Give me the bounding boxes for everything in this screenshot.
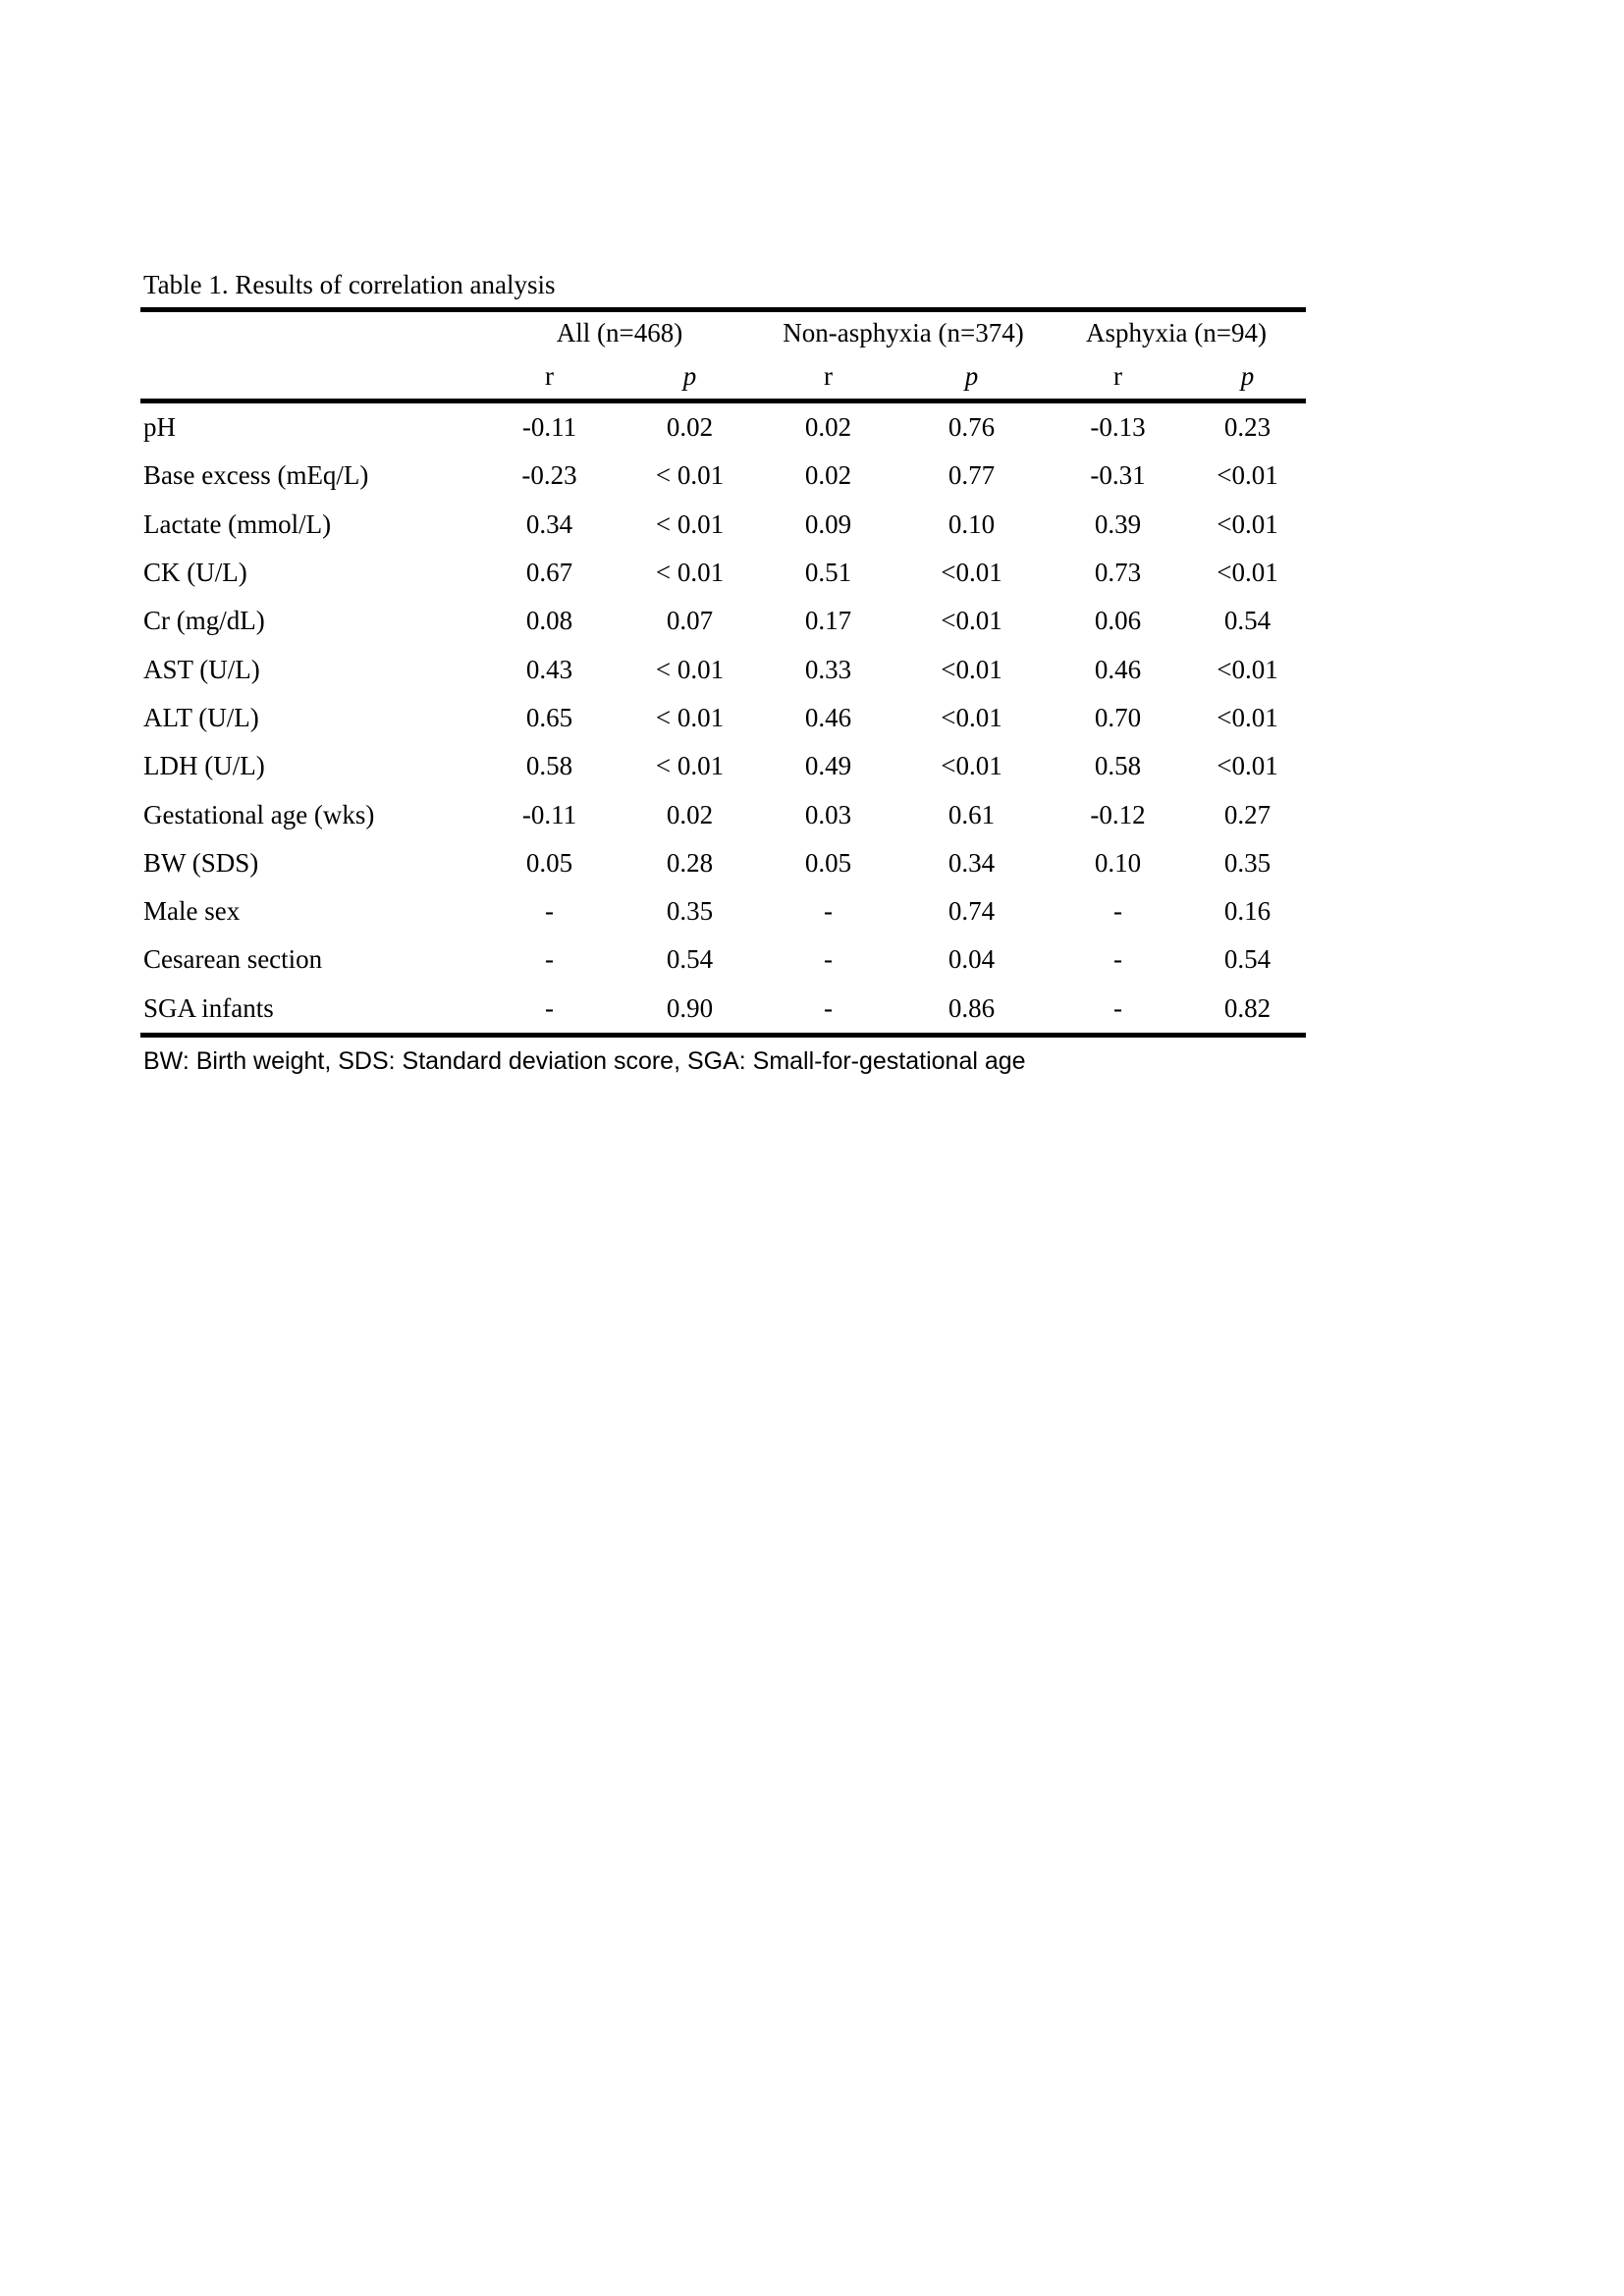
row-label: SGA infants [140, 985, 479, 1036]
subheader-p: p [1189, 353, 1306, 401]
table-row [140, 501, 1306, 549]
cell-asphyxia-r: - [1113, 944, 1122, 975]
subheader-empty-cell [140, 353, 479, 401]
cell-asphyxia-p: 0.35 [1223, 847, 1272, 878]
cell-asphyxia-p: <0.01 [1217, 558, 1278, 588]
table-row [140, 645, 1306, 693]
cell-all-r: 0.08 [525, 606, 573, 636]
table-row [140, 452, 1306, 500]
cell-asphyxia-r: 0.10 [1094, 847, 1142, 878]
table-row [140, 597, 1306, 645]
row-label: Male sex [143, 896, 241, 927]
cell-non-asphyxia-r: 0.09 [804, 508, 852, 539]
cell-asphyxia-p: 0.16 [1223, 896, 1272, 927]
cell-non-asphyxia-p: <0.01 [941, 702, 1002, 732]
cell-asphyxia-r: 0.58 [1094, 751, 1142, 781]
cell-asphyxia-p: 0.27 [1223, 799, 1272, 829]
cell-non-asphyxia-p: 0.61 [947, 799, 996, 829]
cell-asphyxia-r: 0.39 [1094, 508, 1142, 539]
cell-all-p: < 0.01 [655, 460, 725, 491]
cell-asphyxia-r: 0.06 [1094, 606, 1142, 636]
group-header-row [140, 310, 1306, 354]
cell-asphyxia-p: 0.82 [1189, 985, 1306, 1036]
cell-non-asphyxia-r: 0.51 [804, 558, 852, 588]
row-label: AST (U/L) [143, 654, 260, 684]
table-footnote: BW: Birth weight, SDS: Standard deviation score, SGA: Small-for-gestational age [143, 1047, 1026, 1075]
cell-all-p: < 0.01 [655, 654, 725, 684]
cell-non-asphyxia-r: - [824, 896, 833, 927]
table-header [140, 310, 1306, 401]
table-row [140, 887, 1306, 935]
table-row [140, 401, 1306, 453]
cell-asphyxia-r: -0.31 [1090, 460, 1146, 491]
cell-non-asphyxia-p: 0.74 [947, 896, 996, 927]
cell-non-asphyxia-p: <0.01 [941, 751, 1002, 781]
cell-non-asphyxia-r: 0.33 [804, 654, 852, 684]
cell-asphyxia-p: <0.01 [1217, 460, 1278, 491]
cell-all-r: 0.43 [525, 654, 573, 684]
cell-non-asphyxia-p: 0.04 [947, 944, 996, 975]
cell-non-asphyxia-r: 0.02 [804, 460, 852, 491]
cell-non-asphyxia-p: 0.86 [896, 985, 1047, 1036]
table-row [140, 549, 1306, 597]
cell-all-r: -0.23 [521, 460, 577, 491]
cell-all-r: 0.58 [525, 751, 573, 781]
cell-all-p: 0.90 [620, 985, 760, 1036]
table-row [140, 985, 1306, 1036]
cell-non-asphyxia-r: - [824, 944, 833, 975]
cell-all-r: - [545, 944, 554, 975]
cell-all-r: -0.11 [521, 412, 577, 443]
cell-asphyxia-r: -0.12 [1090, 799, 1146, 829]
cell-non-asphyxia-p: 0.10 [947, 508, 996, 539]
cell-all-r: -0.11 [521, 799, 577, 829]
table-caption: Table 1. Results of correlation analysis [143, 270, 556, 299]
cell-non-asphyxia-r: 0.46 [804, 702, 852, 732]
cell-all-p: < 0.01 [655, 702, 725, 732]
row-label: ALT (U/L) [143, 702, 259, 732]
cell-asphyxia-p: 0.54 [1223, 944, 1272, 975]
cell-all-p: 0.35 [666, 896, 714, 927]
cell-non-asphyxia-r: - [760, 985, 896, 1036]
cell-asphyxia-r: 0.70 [1094, 702, 1142, 732]
cell-non-asphyxia-p: 0.77 [947, 460, 996, 491]
correlation-table [140, 307, 1306, 1038]
row-label: Base excess (mEq/L) [143, 460, 369, 491]
cell-asphyxia-p: <0.01 [1217, 702, 1278, 732]
row-label: CK (U/L) [143, 558, 247, 588]
cell-all-p: < 0.01 [655, 508, 725, 539]
cell-non-asphyxia-r: 0.05 [804, 847, 852, 878]
table-row [140, 790, 1306, 838]
cell-asphyxia-p: <0.01 [1217, 508, 1278, 539]
cell-non-asphyxia-p: 0.34 [947, 847, 996, 878]
cell-non-asphyxia-r: 0.49 [804, 751, 852, 781]
subheader-r: r [760, 353, 896, 401]
cell-non-asphyxia-r: 0.03 [804, 799, 852, 829]
table-row [140, 742, 1306, 790]
cell-all-p: < 0.01 [655, 751, 725, 781]
row-label: LDH (U/L) [143, 751, 265, 781]
cell-asphyxia-p: <0.01 [1217, 751, 1278, 781]
row-label: pH [143, 412, 176, 443]
cell-asphyxia-r: - [1047, 985, 1189, 1036]
cell-all-p: 0.02 [666, 799, 714, 829]
cell-non-asphyxia-p: <0.01 [941, 606, 1002, 636]
group-header-all: All (n=468) [479, 310, 760, 354]
cell-asphyxia-r: -0.13 [1090, 412, 1146, 443]
cell-non-asphyxia-p: <0.01 [941, 558, 1002, 588]
group-header-asphyxia: Asphyxia (n=94) [1047, 310, 1306, 354]
subheader-r: r [1047, 353, 1189, 401]
cell-non-asphyxia-p: 0.76 [947, 412, 996, 443]
row-label: Cesarean section [143, 944, 323, 975]
cell-all-r: 0.05 [525, 847, 573, 878]
table-body [140, 401, 1306, 1036]
row-label: Lactate (mmol/L) [143, 508, 332, 539]
cell-all-p: 0.54 [666, 944, 714, 975]
cell-asphyxia-r: 0.73 [1094, 558, 1142, 588]
cell-asphyxia-p: <0.01 [1217, 654, 1278, 684]
cell-non-asphyxia-r: 0.17 [804, 606, 852, 636]
cell-non-asphyxia-r: 0.02 [804, 412, 852, 443]
row-label: BW (SDS) [143, 847, 259, 878]
cell-all-r: 0.67 [525, 558, 573, 588]
cell-all-r: - [479, 985, 620, 1036]
cell-all-r: 0.34 [525, 508, 573, 539]
cell-all-p: 0.02 [666, 412, 714, 443]
cell-all-p: 0.07 [666, 606, 714, 636]
subheader-row [140, 353, 1306, 401]
group-header-non-asphyxia: Non-asphyxia (n=374) [760, 310, 1047, 354]
cell-asphyxia-p: 0.23 [1223, 412, 1272, 443]
cell-all-p: 0.28 [666, 847, 714, 878]
table-row [140, 935, 1306, 984]
cell-asphyxia-p: 0.54 [1223, 606, 1272, 636]
cell-all-r: - [545, 896, 554, 927]
subheader-p: p [620, 353, 760, 401]
header-empty-cell [140, 310, 479, 354]
cell-all-r: 0.65 [525, 702, 573, 732]
subheader-p: p [896, 353, 1047, 401]
correlation-table-container [140, 307, 1306, 1038]
row-label: Cr (mg/dL) [143, 606, 265, 636]
row-label: Gestational age (wks) [143, 799, 375, 829]
table-row [140, 694, 1306, 742]
cell-asphyxia-r: 0.46 [1094, 654, 1142, 684]
cell-all-p: < 0.01 [655, 558, 725, 588]
cell-asphyxia-r: - [1113, 896, 1122, 927]
table-row [140, 839, 1306, 887]
subheader-r: r [479, 353, 620, 401]
cell-non-asphyxia-p: <0.01 [941, 654, 1002, 684]
